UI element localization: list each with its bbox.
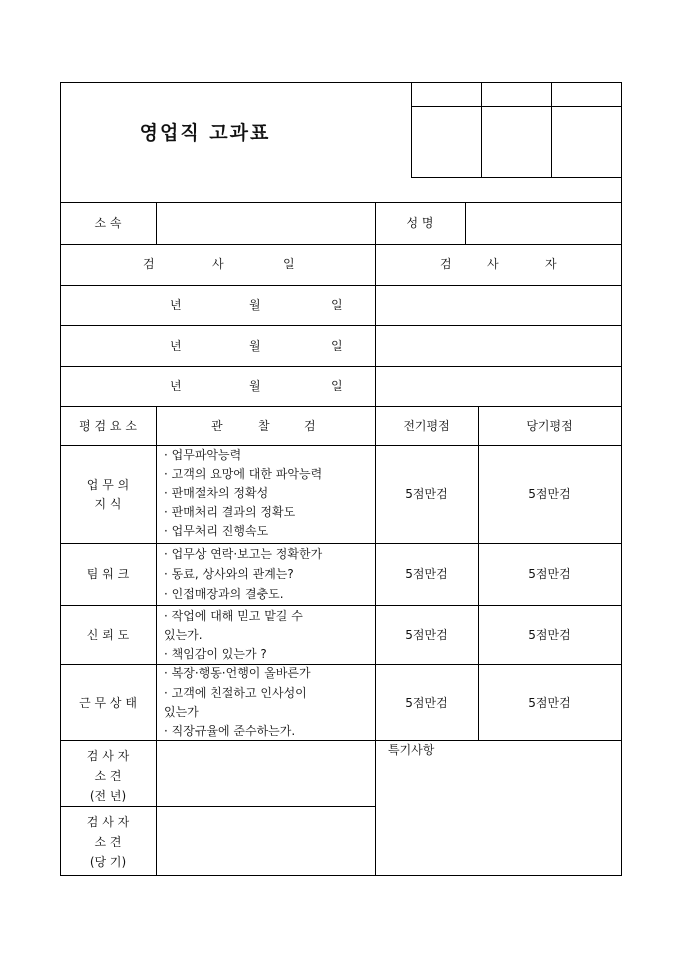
opinion-curr-label-2: 소 견 bbox=[94, 835, 122, 849]
observation-item: · 직장규율에 준수하는가. bbox=[164, 724, 296, 738]
observation-item: · 작업에 대해 믿고 맡길 수 bbox=[164, 609, 303, 623]
observation-item: · 인접매장과의 결충도. bbox=[164, 587, 284, 601]
observation-item: · 동료, 상사와의 관계는? bbox=[164, 567, 294, 581]
observation-item: 있는가. bbox=[164, 628, 203, 642]
row-line-eval3 bbox=[60, 664, 622, 665]
opinion-prev-label-3: (전 년) bbox=[89, 789, 127, 803]
prev-score[interactable]: 5점만검 bbox=[405, 567, 448, 581]
observation-item: · 판매처리 결과의 정확도 bbox=[164, 505, 296, 519]
curr-score[interactable]: 5점만검 bbox=[528, 628, 571, 642]
examiner-label-1: 검 bbox=[440, 257, 452, 271]
row-line-date3 bbox=[60, 406, 622, 407]
observation-item: · 업무상 연락·보고는 정확한가 bbox=[164, 547, 323, 561]
observation-item: · 고객에 친절하고 인사성이 bbox=[164, 686, 307, 700]
examiner-field-3[interactable] bbox=[376, 367, 621, 406]
approval-box-left bbox=[411, 82, 412, 178]
element-label-teamwork: 팀 워 크 bbox=[86, 567, 130, 581]
frame-top bbox=[60, 82, 622, 83]
examiner-label-3: 자 bbox=[545, 257, 557, 271]
col-header-curr-score: 당기평점 bbox=[526, 419, 573, 433]
col-header-element: 평 검 요 소 bbox=[79, 419, 137, 433]
curr-score[interactable]: 5점만검 bbox=[528, 487, 571, 501]
exam-day-label-1: 검 bbox=[143, 257, 155, 271]
approval-box-bottom bbox=[411, 177, 621, 178]
date-day: 일 bbox=[331, 298, 343, 312]
date-day: 일 bbox=[331, 339, 343, 353]
exam-day-label-2: 사 bbox=[212, 257, 224, 271]
opinion-prev-label-2: 소 견 bbox=[94, 769, 122, 783]
observation-item: 있는가 bbox=[164, 705, 199, 719]
approval-box-divider bbox=[411, 106, 621, 107]
opinion-curr-field[interactable] bbox=[157, 807, 375, 875]
affiliation-field[interactable] bbox=[157, 203, 375, 244]
special-notes-label: 특기사항 bbox=[388, 743, 435, 757]
observation-item: · 업무처리 진행속도 bbox=[164, 524, 269, 538]
examiner-field-1[interactable] bbox=[376, 286, 621, 325]
name-field[interactable] bbox=[466, 203, 621, 244]
col-header-observation-1: 관 bbox=[211, 419, 223, 433]
date-year: 년 bbox=[170, 298, 182, 312]
element-label-attitude: 근 무 상 태 bbox=[79, 696, 137, 710]
opinion-prev-field[interactable] bbox=[157, 741, 375, 806]
opinion-curr-label-3: (당 기) bbox=[89, 855, 127, 869]
row-line-affiliation bbox=[60, 244, 622, 245]
examiner-field-2[interactable] bbox=[376, 326, 621, 366]
prev-score[interactable]: 5점만검 bbox=[405, 628, 448, 642]
observation-item: · 복장·행동·언행이 올바른가 bbox=[164, 666, 311, 680]
exam-day-label-3: 일 bbox=[283, 257, 295, 271]
observation-item: · 판매절차의 정확성 bbox=[164, 486, 269, 500]
date-day: 일 bbox=[331, 379, 343, 393]
date-month: 월 bbox=[249, 298, 261, 312]
curr-score[interactable]: 5점만검 bbox=[528, 696, 571, 710]
curr-score[interactable]: 5점만검 bbox=[528, 567, 571, 581]
affiliation-label: 소 속 bbox=[94, 216, 122, 230]
opinion-prev-label-1: 검 사 자 bbox=[86, 749, 130, 763]
page-title: 영업직 고과표 bbox=[139, 122, 271, 144]
observation-item: · 책임감이 있는가 ? bbox=[164, 647, 267, 661]
row-line-eval-head bbox=[60, 445, 622, 446]
element-label-knowledge-1: 업 무 의 bbox=[86, 478, 130, 492]
date-year: 년 bbox=[170, 339, 182, 353]
observation-item: · 업무파악능력 bbox=[164, 448, 242, 462]
name-label: 성 명 bbox=[406, 216, 434, 230]
col-header-observation-2: 찰 bbox=[258, 419, 270, 433]
observation-item: · 고객의 요망에 대한 파악능력 bbox=[164, 467, 323, 481]
prev-score[interactable]: 5점만검 bbox=[405, 696, 448, 710]
col-header-observation-3: 검 bbox=[304, 419, 316, 433]
element-label-knowledge-2: 지 식 bbox=[94, 497, 122, 511]
prev-score[interactable]: 5점만검 bbox=[405, 487, 448, 501]
col-header-prev-score: 전기평점 bbox=[403, 419, 450, 433]
date-year: 년 bbox=[170, 379, 182, 393]
opinion-curr-label-1: 검 사 자 bbox=[86, 815, 130, 829]
row-line-eval1 bbox=[60, 543, 622, 544]
frame-bottom bbox=[60, 875, 622, 876]
approval-box-col2 bbox=[551, 82, 552, 178]
approval-box-col1 bbox=[481, 82, 482, 178]
date-month: 월 bbox=[249, 339, 261, 353]
date-month: 월 bbox=[249, 379, 261, 393]
examiner-label-2: 사 bbox=[487, 257, 499, 271]
row-line-eval2 bbox=[60, 605, 622, 606]
special-notes-field[interactable] bbox=[376, 760, 621, 875]
element-label-reliability: 신 뢰 도 bbox=[86, 628, 130, 642]
